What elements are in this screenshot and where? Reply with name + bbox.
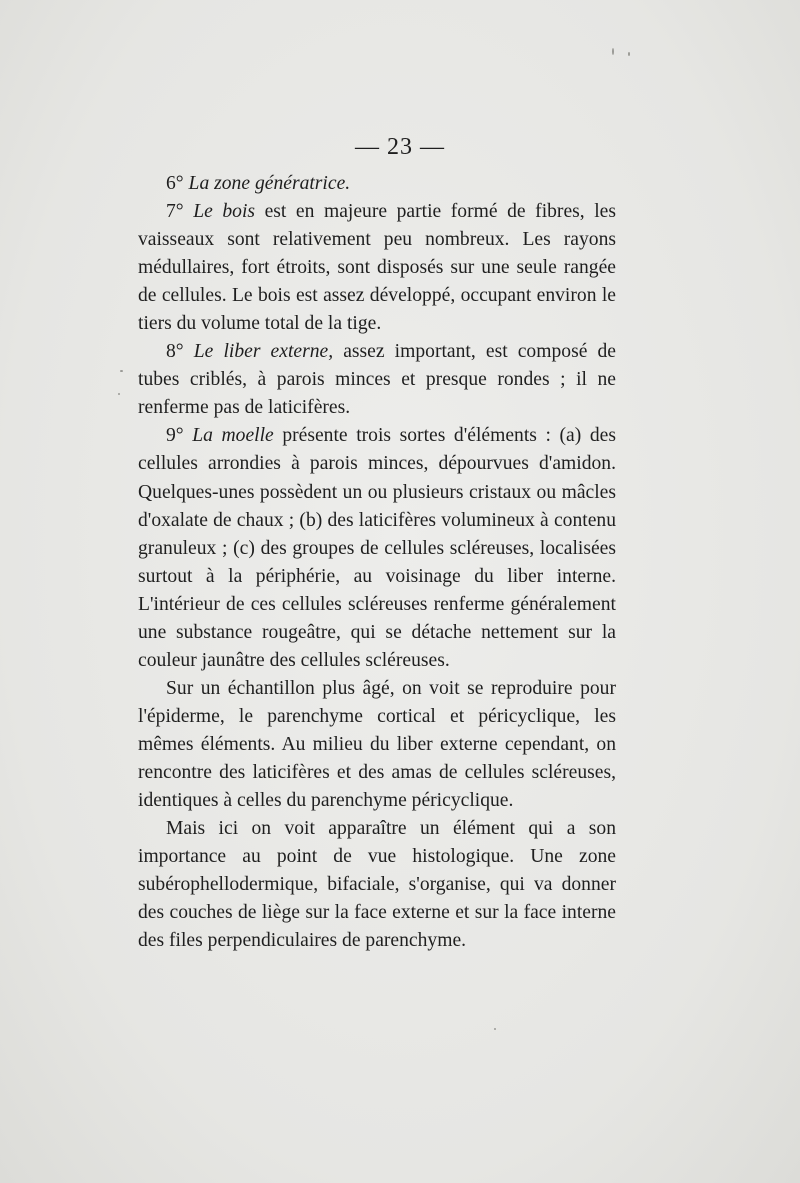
paragraph-7-title: Le bois	[193, 201, 256, 223]
paper-speck	[612, 48, 614, 55]
paragraph-6-number: 6°	[166, 173, 184, 194]
paper-speck	[628, 52, 630, 56]
paragraph-8	[138, 338, 616, 422]
paragraph-7-number: 7°	[166, 201, 184, 223]
paragraph-11-text: Mais ici on voit apparaître un élément qui a son importance au point de vue histologique. Une zone subérophellodermique, bifaciale, s'organise, qui va donner des couches de liège sur la face externe et sur la face interne des files perpendiculaires de parenchyme.	[138, 818, 616, 952]
page-number: — 23 —	[355, 134, 445, 160]
paper-speck	[494, 1028, 496, 1030]
paragraph-9-text: présente trois sortes d'éléments : (a) des cellules arrondies à parois minces, dépourvues d'amidon. Quelques-unes possèdent un ou plusieurs cristaux ou mâcles d'oxalate de chaux ; (b) des laticifères volumineux à contenu granuleux ; (c) des groupes de cellules scléreuses, localisées surtout à la périphérie, au voisinage du liber interne. L'intérieur de ces cellules scléreuses renferme généralement une substance rougeâtre, qui se détache nettement sur la couleur jaunâtre des cellules scléreuses.	[138, 425, 616, 671]
paragraph-11	[138, 815, 616, 955]
paper-speck	[118, 393, 120, 395]
paper-speck	[120, 370, 123, 372]
body-text	[138, 170, 616, 955]
paragraph-9-title: La moelle	[192, 425, 274, 447]
paragraph-9-number: 9°	[166, 425, 184, 447]
paragraph-8-number: 8°	[166, 341, 184, 363]
paragraph-6	[138, 170, 616, 198]
paragraph-10	[138, 675, 616, 815]
paragraph-7-text: est en majeure partie formé de fibres, les vaisseaux sont relativement peu nombreux. Les rayons médullaires, fort étroits, sont disposés sur une seule rangée de cellules. Le bois est assez développé, occupant environ le tiers du volume total de la tige.	[138, 201, 616, 335]
paragraph-8-text: assez important, est composé de tubes criblés, à parois minces et presque rondes ; il ne renferme pas de laticifères.	[138, 341, 616, 419]
paragraph-7	[138, 198, 616, 338]
paragraph-9	[138, 422, 616, 674]
paragraph-10-text: Sur un échantillon plus âgé, on voit se reproduire pour l'épiderme, le parenchyme cortical et péricyclique, les mêmes éléments. Au milieu du liber externe cependant, on rencontre des laticifères et des amas de cellules scléreuses, identiques à celles du parenchyme péricyclique.	[138, 677, 616, 812]
paragraph-8-title: Le liber externe,	[193, 341, 334, 363]
paragraph-6-title: La zone génératrice.	[188, 173, 351, 194]
